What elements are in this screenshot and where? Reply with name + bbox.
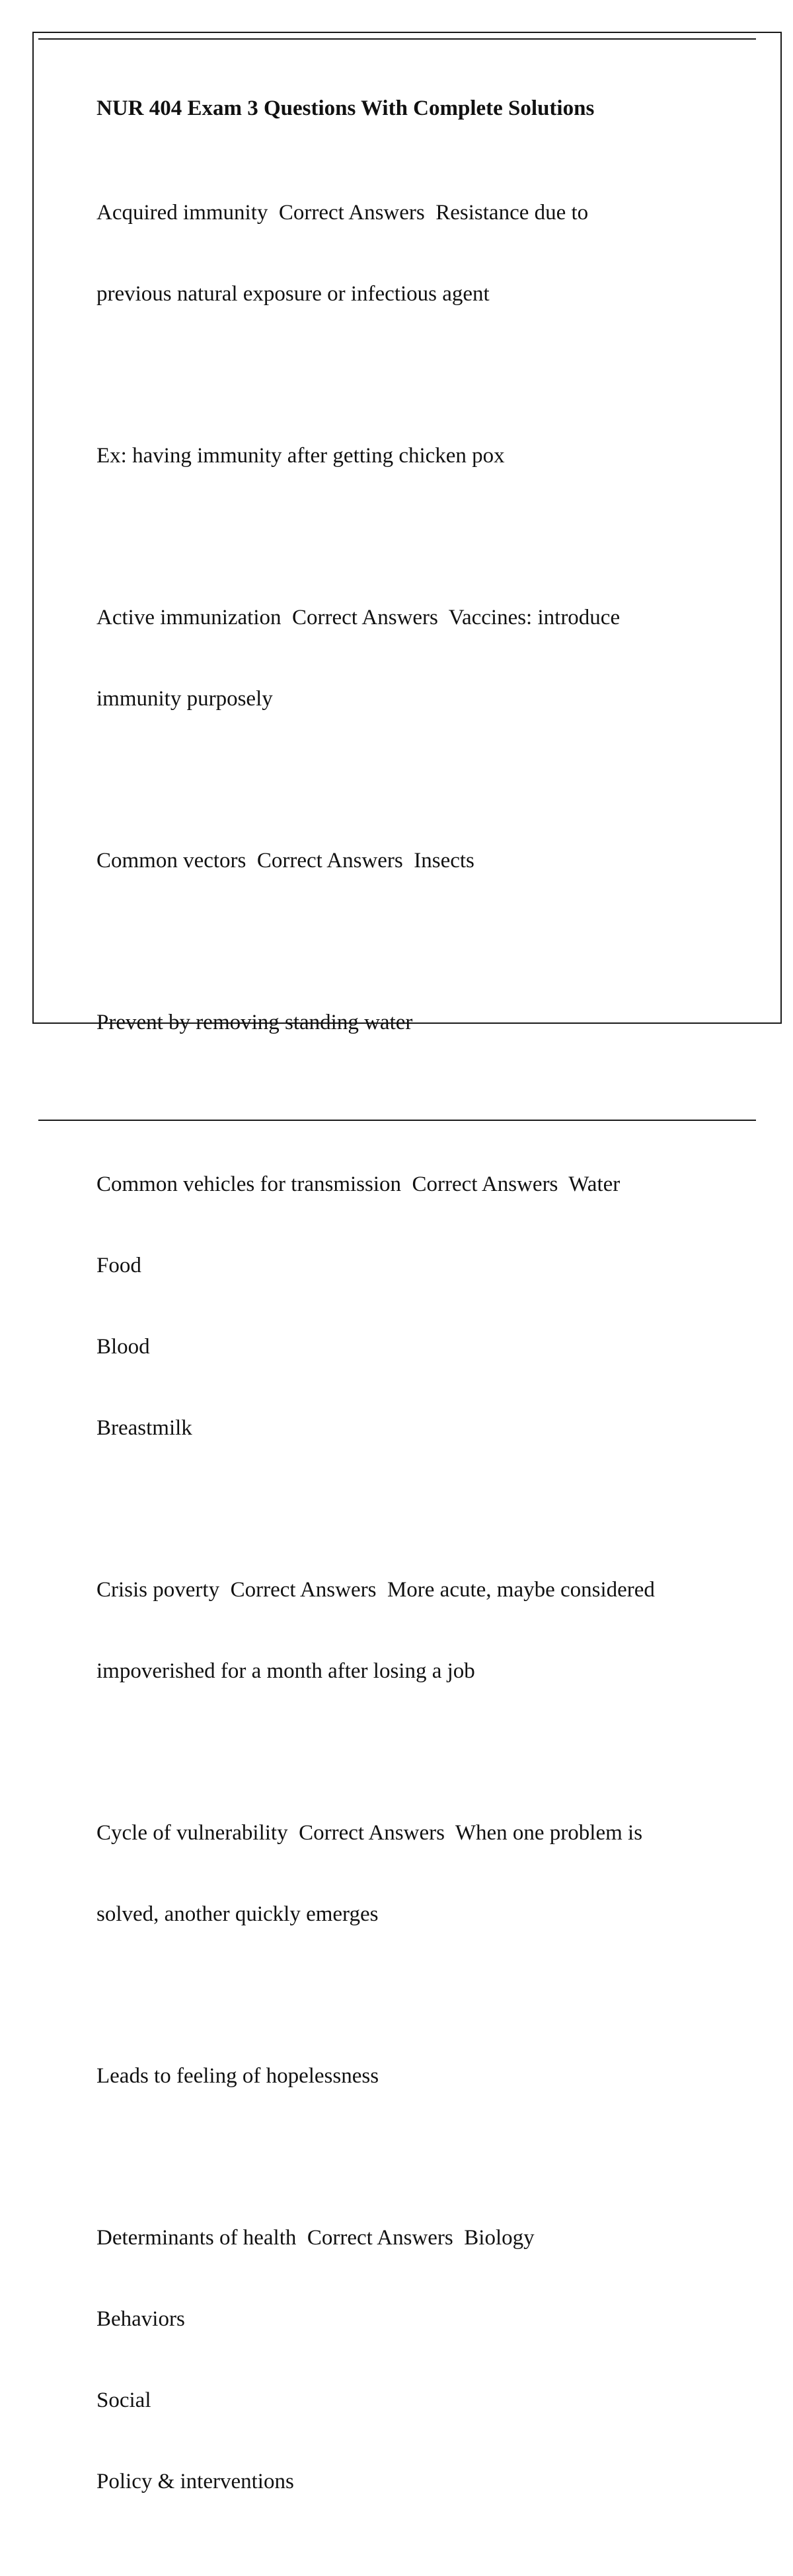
text-line: previous natural exposure or infectious agent (96, 282, 490, 306)
paragraph-common-vehicles (96, 1117, 731, 1496)
text-line: Policy & interventions (96, 2470, 294, 2493)
paragraph-common-vectors (96, 793, 731, 929)
text-line: impoverished for a month after losing a job (96, 1659, 475, 1683)
text-line: immunity purposely (96, 687, 273, 711)
paragraph-determinants-of-health (96, 2170, 731, 2550)
text-line: Breastmilk (96, 1416, 192, 1440)
text-line: solved, another quickly emerges (96, 1902, 379, 1926)
text-line: Blood (96, 1335, 150, 1359)
text-line: Prevent by removing standing water (96, 1011, 413, 1034)
text-line: Common vectors Correct Answers Insects (96, 849, 474, 873)
text-line: Crisis poverty Correct Answers More acute, maybe considered (96, 1578, 655, 1602)
paragraph-standing-water (96, 955, 731, 1091)
bottom-rule (38, 1120, 756, 1121)
text-line: Active immunization Correct Answers Vaccines: introduce (96, 606, 621, 629)
text-line: Leads to feeling of hopelessness (96, 2064, 379, 2088)
page-content (96, 94, 731, 2576)
paragraph-hopelessness (96, 2009, 731, 2144)
paragraph-cycle-of-vulnerability (96, 1766, 731, 1982)
paragraph-crisis-poverty (96, 1522, 731, 1739)
text-line: Food (96, 1254, 141, 1277)
paragraph-active-immunization (96, 550, 731, 767)
text-line: Social (96, 2388, 151, 2412)
text-line: Acquired immunity Correct Answers Resistance due to (96, 201, 589, 225)
text-line: Cycle of vulnerability Correct Answers When one problem is (96, 1821, 643, 1845)
paragraph-chicken-pox-example (96, 388, 731, 524)
text-line: Determinants of health Correct Answers Biology (96, 2226, 535, 2250)
paragraph-acquired-immunity (96, 145, 731, 362)
text-line: Common vehicles for transmission Correct Answers Water (96, 1172, 621, 1196)
text-line: Behaviors (96, 2307, 185, 2331)
text-line: Ex: having immunity after getting chicken pox (96, 444, 505, 468)
page-title: NUR 404 Exam 3 Questions With Complete Solutions (96, 96, 595, 120)
